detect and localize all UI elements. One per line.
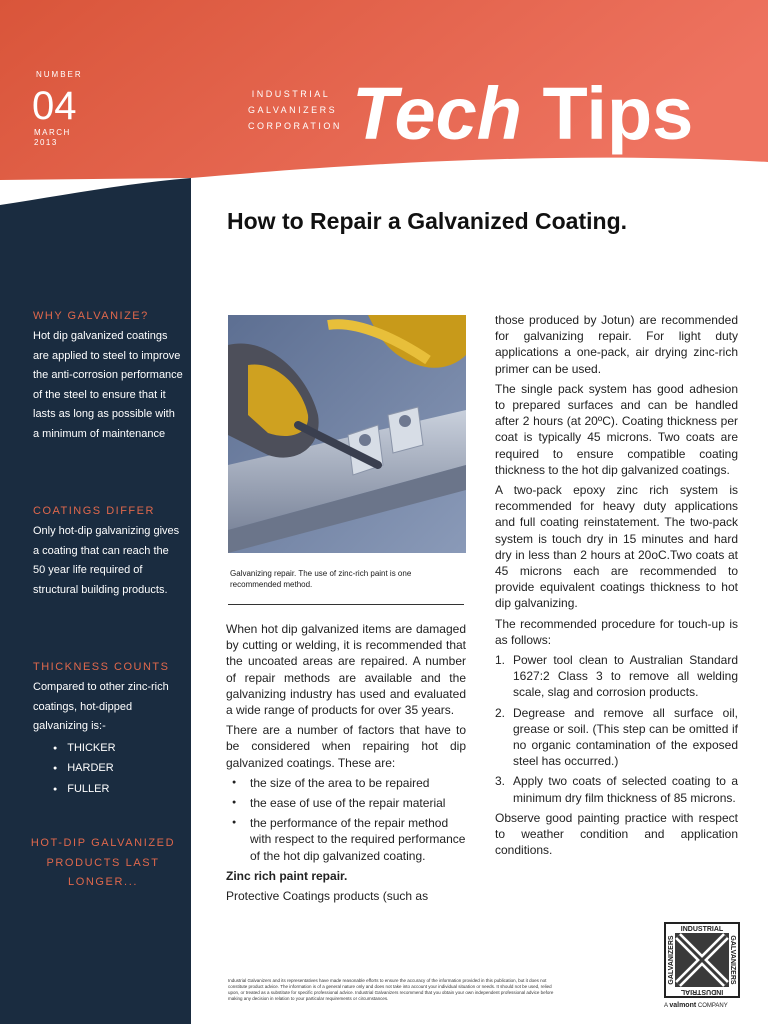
logo-text-bottom: INDUSTRIAL xyxy=(680,988,724,995)
brand-word-tech: Tech xyxy=(352,72,522,155)
photo-caption: Galvanizing repair. The use of zinc-rich paint is one recommended method. xyxy=(230,569,412,589)
paragraph: The recommended procedure for touch-up is as follows: xyxy=(495,616,738,647)
footer-suffix: COMPANY xyxy=(697,1003,728,1009)
logo-text-right: GALVANIZERS xyxy=(729,935,736,985)
valmont-footer xyxy=(664,1002,728,1009)
list-item: ● FULLER xyxy=(53,780,183,801)
issue-year: 2013 xyxy=(34,138,58,147)
issue-month: MARCH xyxy=(34,128,71,137)
industrial-galvanizers-logo xyxy=(664,922,740,998)
logo-text-top: INDUSTRIAL xyxy=(680,926,724,933)
sidebar-heading: THICKNESS COUNTS xyxy=(33,661,170,673)
footer-prefix: A xyxy=(664,1003,668,1009)
paragraph: Protective Coatings products (such as xyxy=(226,889,429,904)
sidebar-text: Hot dip galvanized coatings are applied to steel to improve the anti-corrosion performance of the steel to ensure that it lasts as long as possible with a minimum of maintenance xyxy=(33,330,183,440)
sidebar-text: Only hot-dip galvanizing gives a coating that can reach the 50 year life required of structural building products. xyxy=(33,525,180,596)
step-number: 2. xyxy=(495,705,506,720)
corp-line: INDUSTRIAL xyxy=(251,89,331,99)
page-title: How to Repair a Galvanized Coating. xyxy=(227,208,628,234)
paragraph: The single pack system has good adhesion to prepared surfaces and can be handled after 2 hours (at 20ºC). Coating thickness per coat is typically 45 microns. Two coats are required to ensure compatible coating thickness to the hot dip galvanized coatings. xyxy=(495,381,738,477)
body-column-right xyxy=(495,312,738,863)
section-heading: Zinc rich paint repair. xyxy=(226,868,348,883)
step-text: Power tool clean to Australian Standard 1627:2 Class 3 to remove all welding scale, slag and corrosion products. xyxy=(513,653,738,700)
body-column-left xyxy=(226,621,466,908)
sidebar-thickness-counts xyxy=(33,661,183,800)
issue-number: 04 xyxy=(32,84,77,128)
list-item: ● the performance of the repair method with respect to the required performance of the hot dip galvanized coating. xyxy=(250,815,466,864)
logo-text-left: GALVANIZERS xyxy=(668,935,675,985)
list-item: ● the size of the area to be repaired xyxy=(250,775,466,791)
divider xyxy=(228,604,464,605)
paragraph: those produced by Jotun) are recommended for galvanizing repair. For light duty applications a one-pack, air drying zinc-rich primer can be used. xyxy=(495,313,738,376)
galvanizing-repair-photo xyxy=(228,315,466,553)
issue-label: NUMBER xyxy=(36,70,83,79)
corp-line: CORPORATION xyxy=(248,121,342,131)
issue-date xyxy=(34,128,71,148)
disclaimer: Industrial Galvanizers and its representatives have made reasonable efforts to ensure the accuracy of the information provided in this publication, but it does not constitute product advice. The information is of a general nature only and does not take into account your individual situation or needs. It should not be used, relied upon, or treated as a substitute for specific professional advice. Industrial Galvanizers recommend that you obtain your own independent professional advice before making any decision in relation to your particular requirements or circumstances. xyxy=(228,978,554,1001)
brand-word-tips: Tips xyxy=(542,72,694,155)
sidebar-list xyxy=(33,739,183,801)
list-item xyxy=(495,652,738,701)
sidebar-quote: HOT-DIP GALVANIZED PRODUCTS LAST LONGER... xyxy=(30,837,176,888)
sidebar-text: Compared to other zinc-rich coatings, hot-dipped galvanizing is:- xyxy=(33,681,169,732)
paragraph: Observe good painting practice with respect to weather condition and application conditions. xyxy=(495,810,738,858)
sidebar xyxy=(0,0,191,1024)
valmont-logo: valmont xyxy=(669,1002,697,1009)
procedure-steps xyxy=(495,652,738,806)
list-item: ● THICKER xyxy=(53,739,183,760)
factors-list xyxy=(226,775,466,864)
paragraph: A two-pack epoxy zinc rich system is recommended for heavy duty applications and full coating reinstatement. The two-pack system is touch dry in 15 minutes and hard dry in less than 2 hours at 20oC.Two coats at 45 microns each are recommended to provide equivalent coatings thickness to hot dip galvanizing. xyxy=(495,483,738,611)
list-item: ● HARDER xyxy=(53,759,183,780)
paragraph: When hot dip galvanized items are damaged by cutting or welding, it is recommended that the uncoated areas are repaired. A number of repair methods are available and the galvanizing industry has used and evaluated a wide range of products for over 35 years. xyxy=(226,622,466,718)
step-number: 3. xyxy=(495,774,506,789)
corporation-name xyxy=(248,86,342,134)
step-text: Degrease and remove all surface oil, grease or soil. (This step can be omitted if no organic contamination of the exposed steel has occurred.) xyxy=(513,705,738,769)
sidebar-coatings-differ xyxy=(33,505,183,600)
corp-line: GALVANIZERS xyxy=(248,105,338,115)
step-number: 1. xyxy=(495,653,506,668)
list-item xyxy=(495,773,738,805)
sidebar-heading: COATINGS DIFFER xyxy=(33,505,155,517)
list-item: ● the ease of use of the repair material xyxy=(250,795,466,811)
sidebar-why-galvanize xyxy=(33,310,183,444)
list-item xyxy=(495,705,738,770)
paragraph: There are a number of factors that have to be considered when repairing hot dip galvanized coatings. These are: xyxy=(226,723,466,770)
step-text: Apply two coats of selected coating to a minimum dry film thickness of 85 microns. xyxy=(513,774,738,805)
tech-tips-title xyxy=(352,72,693,156)
sidebar-heading: WHY GALVANIZE? xyxy=(33,310,149,322)
